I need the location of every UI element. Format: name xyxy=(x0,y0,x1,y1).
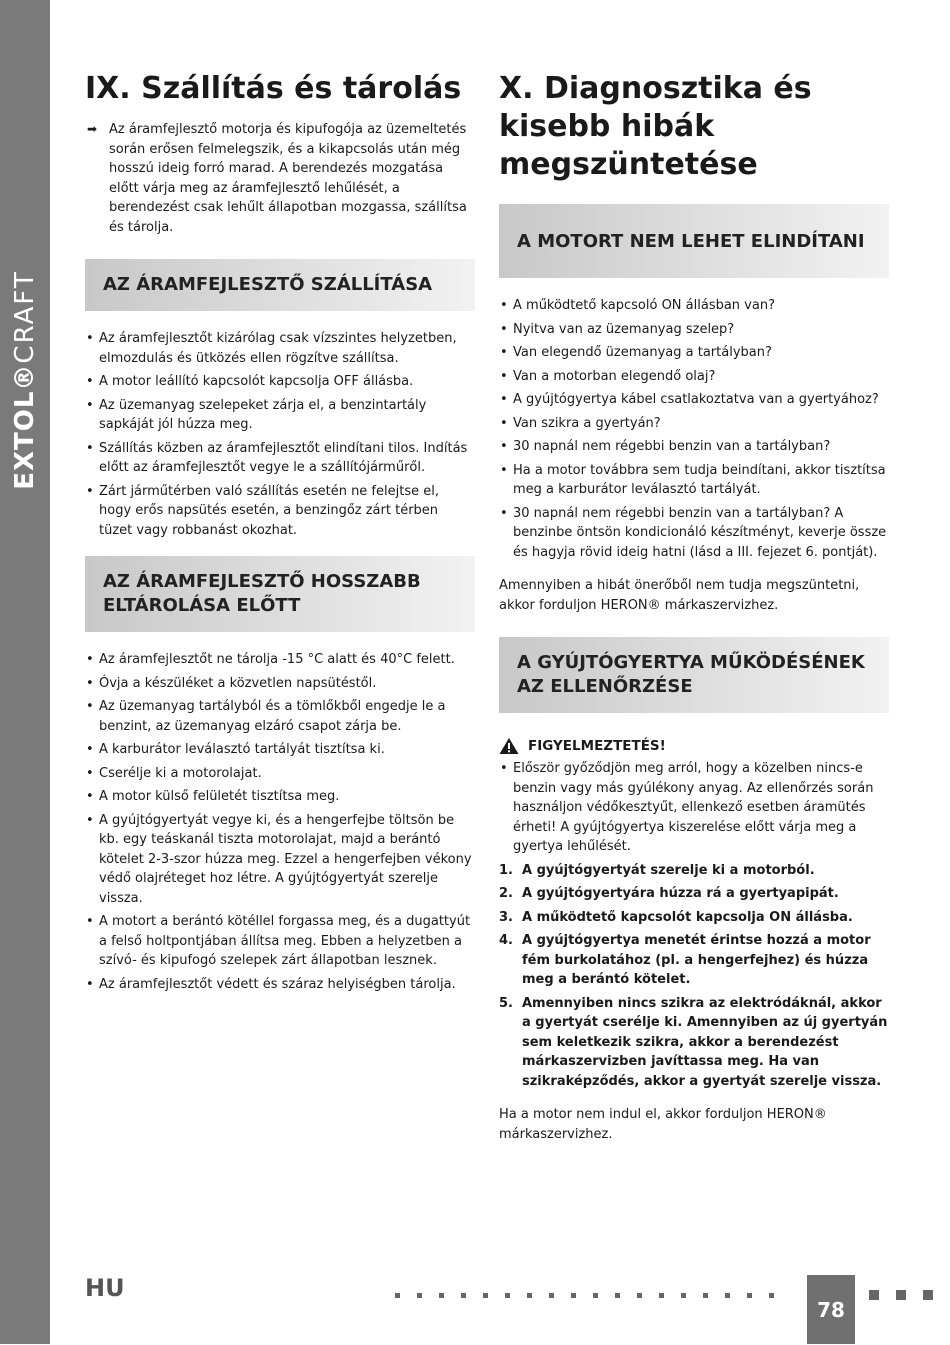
engine-checklist xyxy=(499,296,889,562)
service-note: Amennyiben a hibát önerőből nem tudja megszüntetni, akkor forduljon HERON® márkaszervizhez. xyxy=(499,578,860,613)
section-ix-title: IX. Szállítás és tárolás xyxy=(85,71,462,106)
footer-dots xyxy=(395,1293,791,1298)
sidebar-band xyxy=(0,0,50,1344)
transport-list xyxy=(85,329,475,540)
list-item: • A motor leállító kapcsolót kapcsolja OFF állásba. xyxy=(85,372,475,392)
arrow-right-icon: ➡ xyxy=(87,122,98,136)
list-item: • Először győződjön meg arról, hogy a közelben nincs-e benzin vagy más gyúlékony anyag. Az ellenőrzés során használjon védőkesztyűt, ellenkező esetben áramütés érheti! A gyújtógyertya kiszerelése előtt várja meg a gyertya lehűlését. xyxy=(499,759,889,857)
step-text: A működtető kapcsolót kapcsolja ON állásba. xyxy=(522,909,853,925)
list-item: • Az üzemanyag tartályból és a tömlőkből engedje le a benzint, az üzemanyag elzáró csapot zárja be. xyxy=(85,697,475,736)
list-item: • Van elegendő üzemanyag a tartályban? xyxy=(499,343,889,363)
warning-heading xyxy=(499,737,889,755)
step-number: 2. xyxy=(499,886,513,901)
step-number: 3. xyxy=(499,909,513,925)
list-item: • Nyitva van az üzemanyag szelep? xyxy=(499,320,889,340)
section-heading-storage: AZ ÁRAMFEJLESZTŐ HOSSZABB ELTÁROLÁSA ELŐTT xyxy=(85,556,475,632)
list-item: • Van szikra a gyertyán? xyxy=(499,414,889,434)
footer-square xyxy=(923,1290,933,1300)
step-item xyxy=(499,884,889,904)
section-heading-spark-plug-check: A GYÚJTÓGYERTYA MŰKÖDÉSÉNEK AZ ELLENŐRZÉSE xyxy=(499,637,889,713)
list-item: • Az áramfejlesztőt ne tárolja -15 °C alatt és 40°C felett. xyxy=(85,650,475,670)
section-heading-engine-wont-start: A MOTORT NEM LEHET ELINDÍTANI xyxy=(499,204,889,278)
list-item: • 30 napnál nem régebbi benzin van a tartályban? xyxy=(499,437,889,457)
list-item: • Óvja a készüléket a közvetlen napsütéstől. xyxy=(85,674,475,694)
list-item: • Az áramfejlesztőt kizárólag csak vízszintes helyzetben, elmozdulás és ütközés ellen rögzítve szállítsa. xyxy=(85,329,475,368)
list-item: • Cserélje ki a motorolajat. xyxy=(85,764,475,784)
list-item: • A motor külső felületét tisztítsa meg. xyxy=(85,787,475,807)
warning-list xyxy=(499,759,889,857)
warning-triangle-icon xyxy=(499,737,519,755)
brand-logo xyxy=(10,270,40,490)
brand-logo-part2: CRAFT xyxy=(10,270,40,364)
section-x-title: X. Diagnosztika és kisebb hibák megszüntetése xyxy=(499,71,812,182)
step-number: 1. xyxy=(499,862,513,878)
step-item xyxy=(499,931,889,990)
right-column xyxy=(499,70,889,1144)
step-text: A gyújtógyertya menetét érintse hozzá a motor fém burkolatához (pl. a hengerfejhez) és húzza meg a berántó kötelet. xyxy=(522,933,871,987)
list-item: • A gyújtógyertya kábel csatlakoztatva van a gyertyához? xyxy=(499,390,889,410)
list-item: • Szállítás közben az áramfejlesztőt elindítani tilos. Indítás előtt az áramfejlesztőt vegye le a szállítójárműről. xyxy=(85,439,475,478)
list-item: • 30 napnál nem régebbi benzin van a tartályban? A benzinbe öntsön kondicionáló készítményt, keverje össze és hagyja rövid ideig hatni (lásd a III. fejezet 6. pontját). xyxy=(499,504,889,563)
step-item xyxy=(499,908,889,928)
brand-logo-part1: EXTOL® xyxy=(10,363,40,490)
section-heading-transport: AZ ÁRAMFEJLESZTŐ SZÁLLÍTÁSA xyxy=(85,259,475,311)
intro-paragraph xyxy=(85,120,475,237)
step-number: 4. xyxy=(499,933,513,948)
step-number: 5. xyxy=(499,995,513,1011)
list-item: • A gyújtógyertyát vegye ki, és a hengerfejbe töltsön be kb. egy teáskanál tiszta motorolajat, majd a berántó kötelet 2-3-szor húzza meg. Ezzel a hengerfejben vékony védő olajréteget hoz létre. A gyújtógyertyát szerelje vissza. xyxy=(85,811,475,909)
list-item: • A motort a berántó kötéllel forgassa meg, és a dugattyút a felső holtpontjában állítsa meg. Ebben a helyzetben a szívó- és kipufogó szelepek zárt állapotban lesznek. xyxy=(85,912,475,971)
list-item: • Zárt járműtérben való szállítás esetén ne felejtse el, hogy erős napsütés esetén, a benzingőz zárt térben tüzet vagy robbanást okozhat. xyxy=(85,482,475,541)
list-item: • A működtető kapcsoló ON állásban van? xyxy=(499,296,889,316)
list-item: • Van a motorban elegendő olaj? xyxy=(499,367,889,387)
language-code: HU xyxy=(85,1274,125,1302)
page-number: 78 xyxy=(807,1275,855,1344)
intro-text: Az áramfejlesztő motorja és kipufogója az üzemeltetés során erősen felmelegszik, és a kikapcsolás után még hosszú ideig forró marad. A berendezés mozgatása előtt várja meg az áramfejlesztő lehűlését, a berendezést csak lehűlt állapotban mozgassa, szállítsa és tárolja. xyxy=(109,122,467,235)
list-item: • A karburátor leválasztó tartályát tisztítsa ki. xyxy=(85,740,475,760)
step-text: A gyújtógyertyára húzza rá a gyertyapipát. xyxy=(522,886,839,901)
list-item: • Az üzemanyag szelepeket zárja el, a benzintartály sapkáját jól húzza meg. xyxy=(85,396,475,435)
footer-square xyxy=(869,1290,879,1300)
warning-label: FIGYELMEZTETÉS! xyxy=(528,738,666,754)
step-text: A gyújtógyertyát szerelje ki a motorból. xyxy=(522,862,815,878)
step-text: Amennyiben nincs szikra az elektródáknál, akkor a gyertyát cserélje ki. Amennyiben az új gyertyán sem keletkezik szikra, akkor a berendezést márkaszervizben javíttassa meg. Ha van szikraképződés, akkor a gyertyát szerelje vissza. xyxy=(522,995,888,1089)
step-item xyxy=(499,861,889,881)
list-item: • Ha a motor továbbra sem tudja beindítani, akkor tisztítsa meg a karburátor leválasztó tartályát. xyxy=(499,461,889,500)
spark-plug-steps xyxy=(499,861,889,1092)
storage-list xyxy=(85,650,475,994)
step-item xyxy=(499,994,889,1092)
footer-square xyxy=(896,1290,906,1300)
left-column xyxy=(85,70,475,998)
final-note: Ha a motor nem indul el, akkor forduljon HERON® márkaszervizhez. xyxy=(499,1107,827,1142)
list-item: • Az áramfejlesztőt védett és száraz helyiségben tárolja. xyxy=(85,975,475,995)
